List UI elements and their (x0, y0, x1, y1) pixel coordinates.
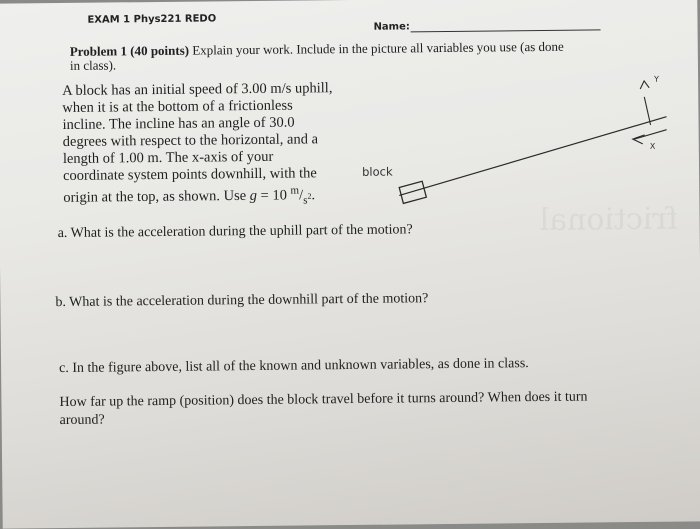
question-a: a. What is the acceleration during the uphill part of the motion? (57, 222, 413, 242)
incline-surface-line (399, 117, 668, 196)
question-c: c. In the figure above, list all of the known and unknown variables, as done in class. (59, 356, 529, 377)
bleed-through-text: frictional (539, 201, 679, 239)
y-axis-label: Y (654, 74, 660, 84)
g-unit-denominator: s2 (303, 191, 312, 207)
g-unit-numerator: m (290, 184, 300, 197)
x-axis-line (635, 130, 667, 139)
block-square (399, 181, 426, 203)
problem-body-line: incline. The incline has an angle of 30.0 (62, 114, 295, 134)
question-d: How far up the ramp (position) does the block travel before it turns around? When does it turn (59, 389, 588, 411)
g-value: = 10 (256, 187, 291, 204)
problem-body-line: degrees with respect to the horizontal, and a (62, 131, 319, 151)
g-unit-slash: / (299, 187, 304, 204)
problem-body-line-text: origin at the top, as shown. Use (63, 187, 250, 206)
y-axis-arrowhead-icon (640, 81, 649, 89)
problem-instructions-continued: in class). (69, 57, 117, 73)
problem-heading: Problem 1 (40 points) (69, 42, 190, 59)
problem-body-line: A block has an initial speed of 3.00 m/s uphill, (62, 80, 333, 100)
name-label: Name: (373, 21, 410, 33)
problem-body-line: coordinate system points downhill, with the (62, 165, 317, 184)
question-b: b. What is the acceleration during the downhill part of the motion? (55, 291, 429, 311)
g-period: . (311, 187, 316, 204)
y-axis-line (644, 97, 650, 125)
problem-body-line: length of 1.00 m. The x-axis of your (62, 148, 274, 168)
question-d-continued: around? (59, 412, 105, 429)
block-label: block (361, 164, 393, 179)
problem-body-line: when it is at the bottom of a frictionless (62, 97, 293, 117)
problem-instructions: Explain your work. Include in the picture all variables you use (as done (192, 38, 564, 58)
x-axis-label: X (649, 141, 656, 151)
exam-title: EXAM 1 Phys221 REDO (87, 13, 217, 26)
g-symbol: g (249, 187, 258, 204)
